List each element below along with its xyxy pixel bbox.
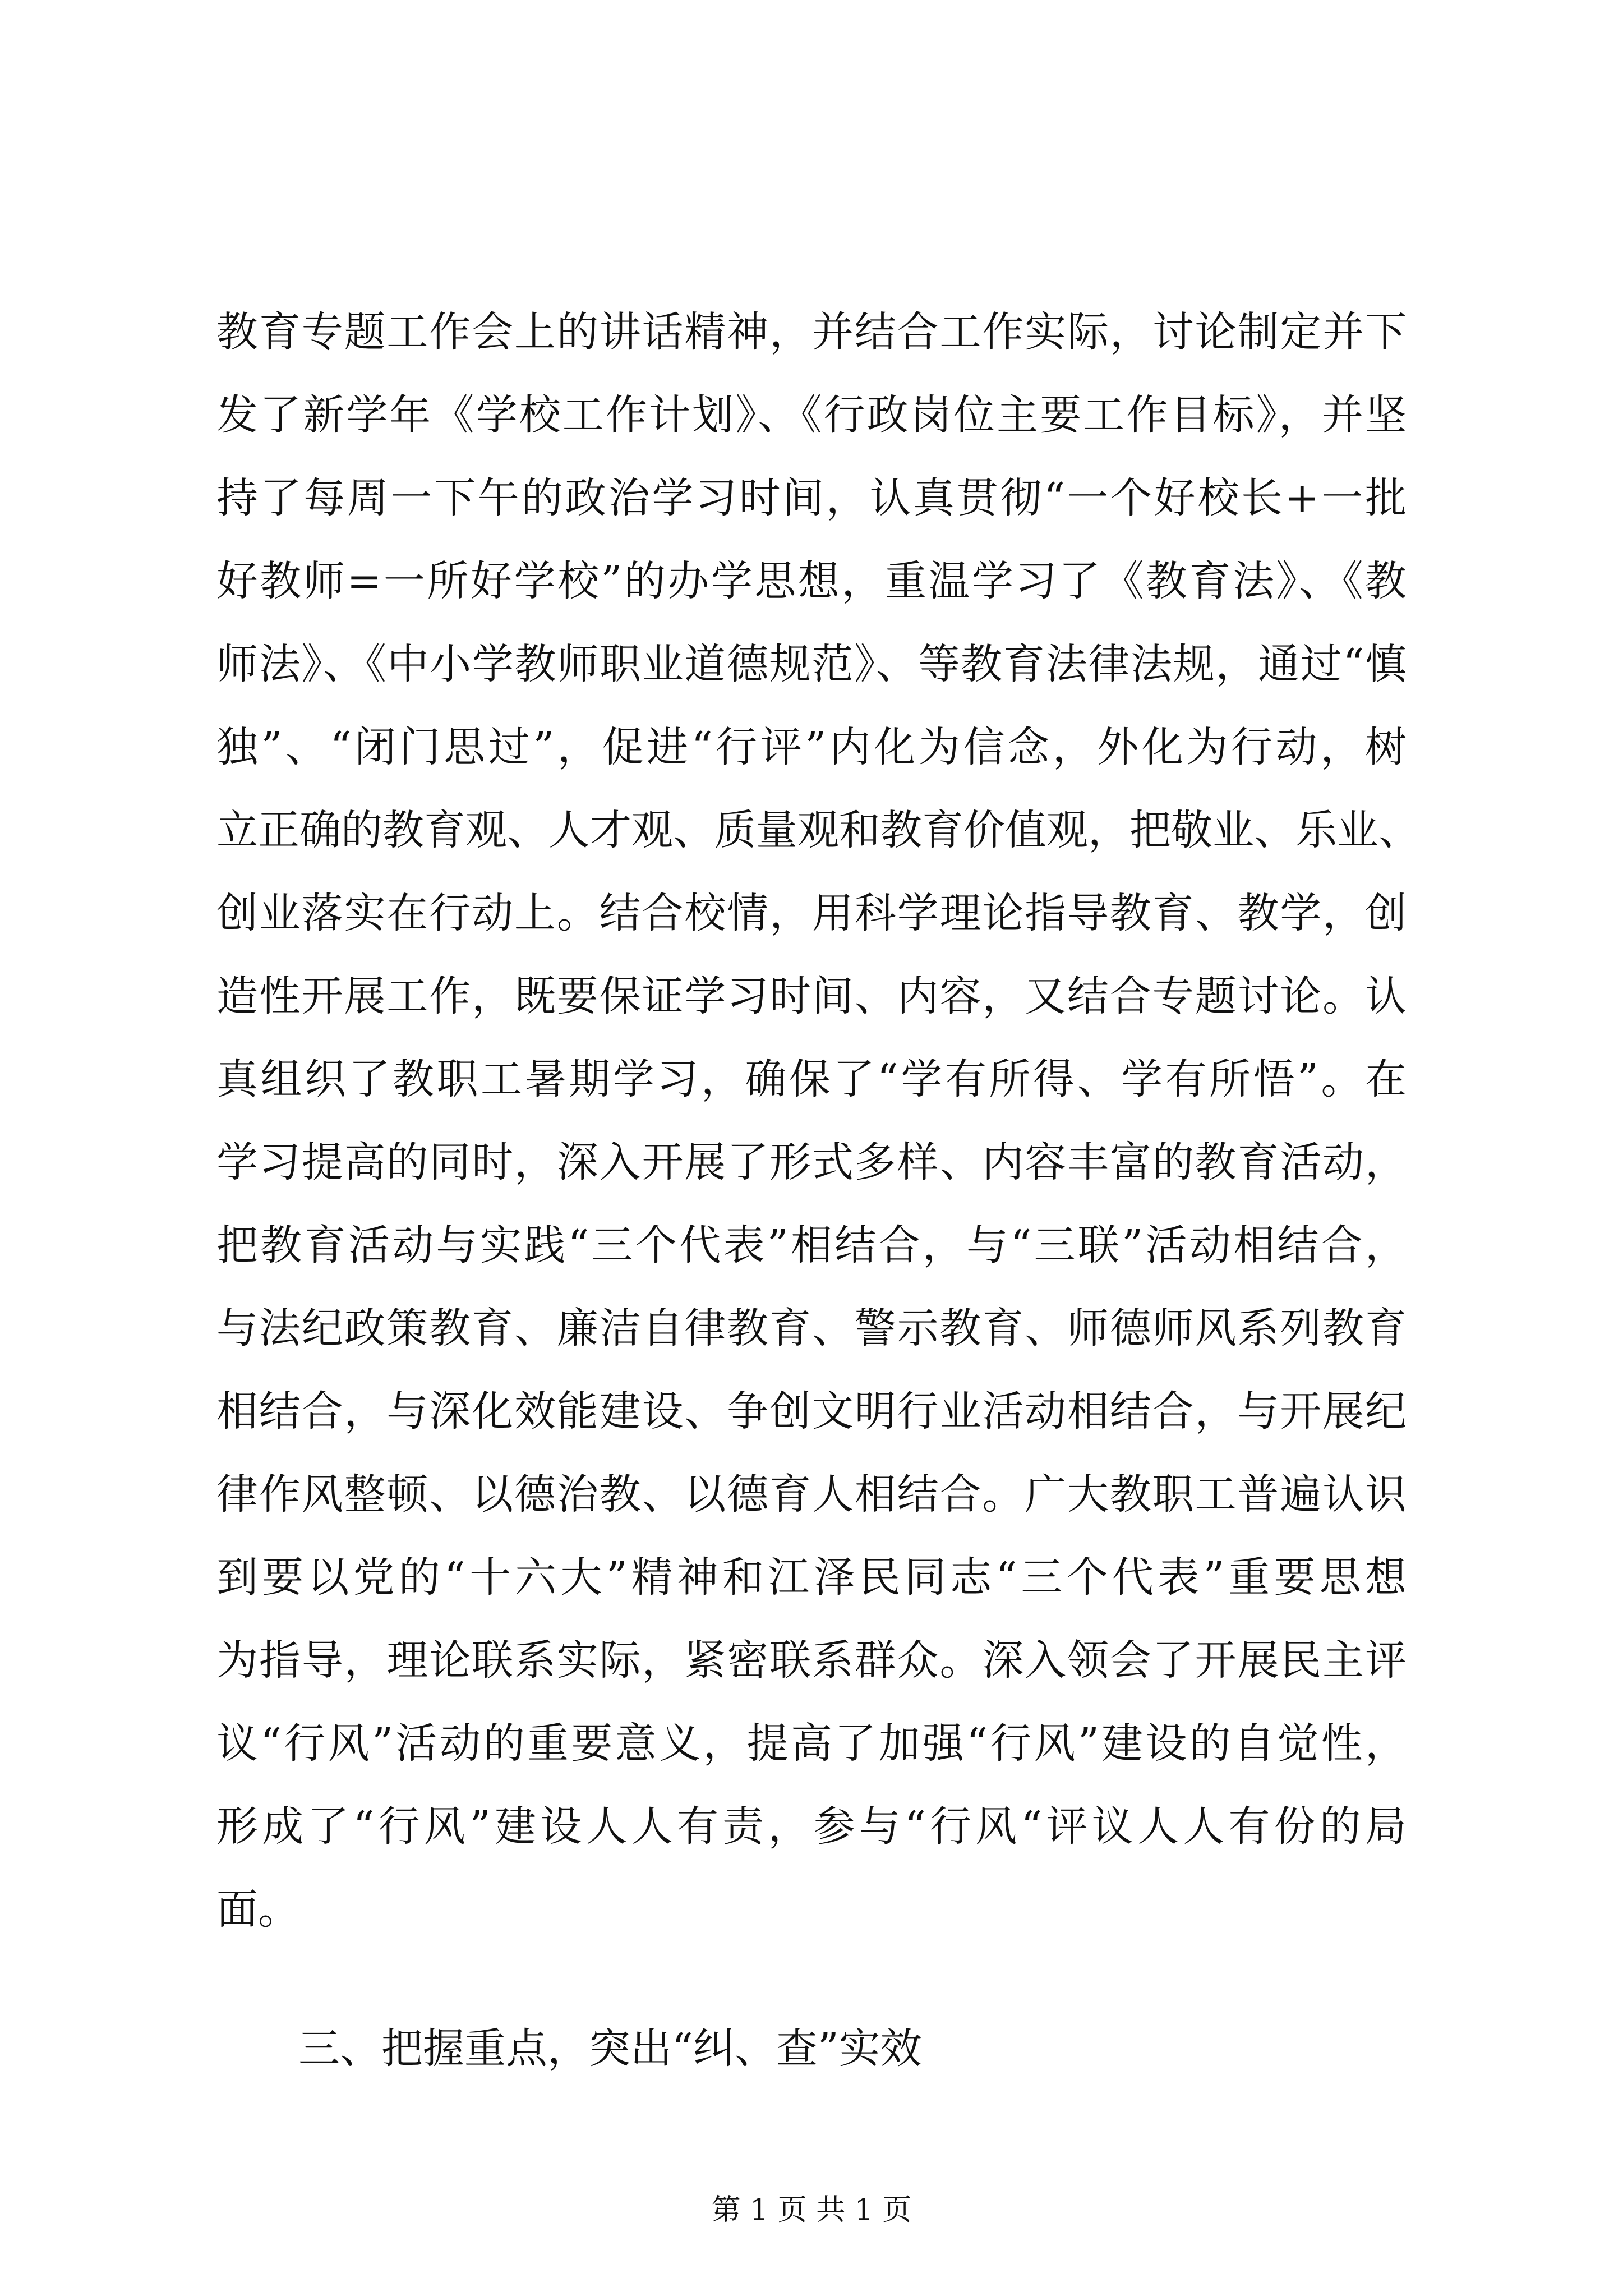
section-heading: 三、把握重点，突出“纠、查”实效 <box>298 2024 922 2073</box>
paragraph-line: 师法》、《中小学教师职业道德规范》、等教育法律法规，通过“慎 <box>216 640 1407 688</box>
paragraph-line: 持了每周一下午的政治学习时间，认真贯彻“一个好校长+一批 <box>216 474 1407 522</box>
paragraph-line: 面。 <box>216 1885 299 1934</box>
paragraph-line: 发了新学年《学校工作计划》、《行政岗位主要工作目标》，并坚 <box>216 391 1407 439</box>
paragraph-line: 为指导，理论联系实际，紧密联系群众。深入领会了开展民主评 <box>216 1636 1407 1685</box>
paragraph-line: 独”、“闭门思过”，促进“行评”内化为信念，外化为行动，树 <box>216 723 1407 771</box>
paragraph-line: 与法纪政策教育、廉洁自律教育、警示教育、师德师风系列教育 <box>216 1304 1407 1352</box>
paragraph-line: 创业落实在行动上。结合校情，用科学理论指导教育、教学，创 <box>216 889 1407 937</box>
paragraph-line: 到要以党的“十六大”精神和江泽民同志“三个代表”重要思想 <box>216 1553 1407 1602</box>
paragraph-line: 形成了“行风”建设人人有责，参与“行风“评议人人有份的局 <box>216 1802 1407 1851</box>
paragraph-line: 议“行风”活动的重要意义，提高了加强“行风”建设的自觉性， <box>216 1719 1407 1768</box>
paragraph-line: 把教育活动与实践“三个代表”相结合，与“三联”活动相结合， <box>216 1221 1407 1269</box>
paragraph-line: 教育专题工作会上的讲话精神，并结合工作实际，讨论制定并下 <box>216 308 1407 356</box>
paragraph-line: 学习提高的同时，深入开展了形式多样、内容丰富的教育活动， <box>216 1138 1407 1186</box>
paragraph-line: 好教师=一所好学校”的办学思想，重温学习了《教育法》、《教 <box>216 557 1407 605</box>
paragraph-line: 真组织了教职工暑期学习，确保了“学有所得、学有所悟”。在 <box>216 1055 1407 1103</box>
paragraph-line: 相结合，与深化效能建设、争创文明行业活动相结合，与开展纪 <box>216 1387 1407 1435</box>
body-paragraph <box>216 291 1420 1951</box>
paragraph-line: 立正确的教育观、人才观、质量观和教育价值观，把敬业、乐业、 <box>216 806 1420 854</box>
paragraph-line: 律作风整顿、以德治教、以德育人相结合。广大教职工普遍认识 <box>216 1470 1407 1519</box>
paragraph-line: 造性开展工作，既要保证学习时间、内容，又结合专题讨论。认 <box>216 972 1407 1020</box>
page-footer: 第 1 页 共 1 页 <box>711 2193 912 2227</box>
